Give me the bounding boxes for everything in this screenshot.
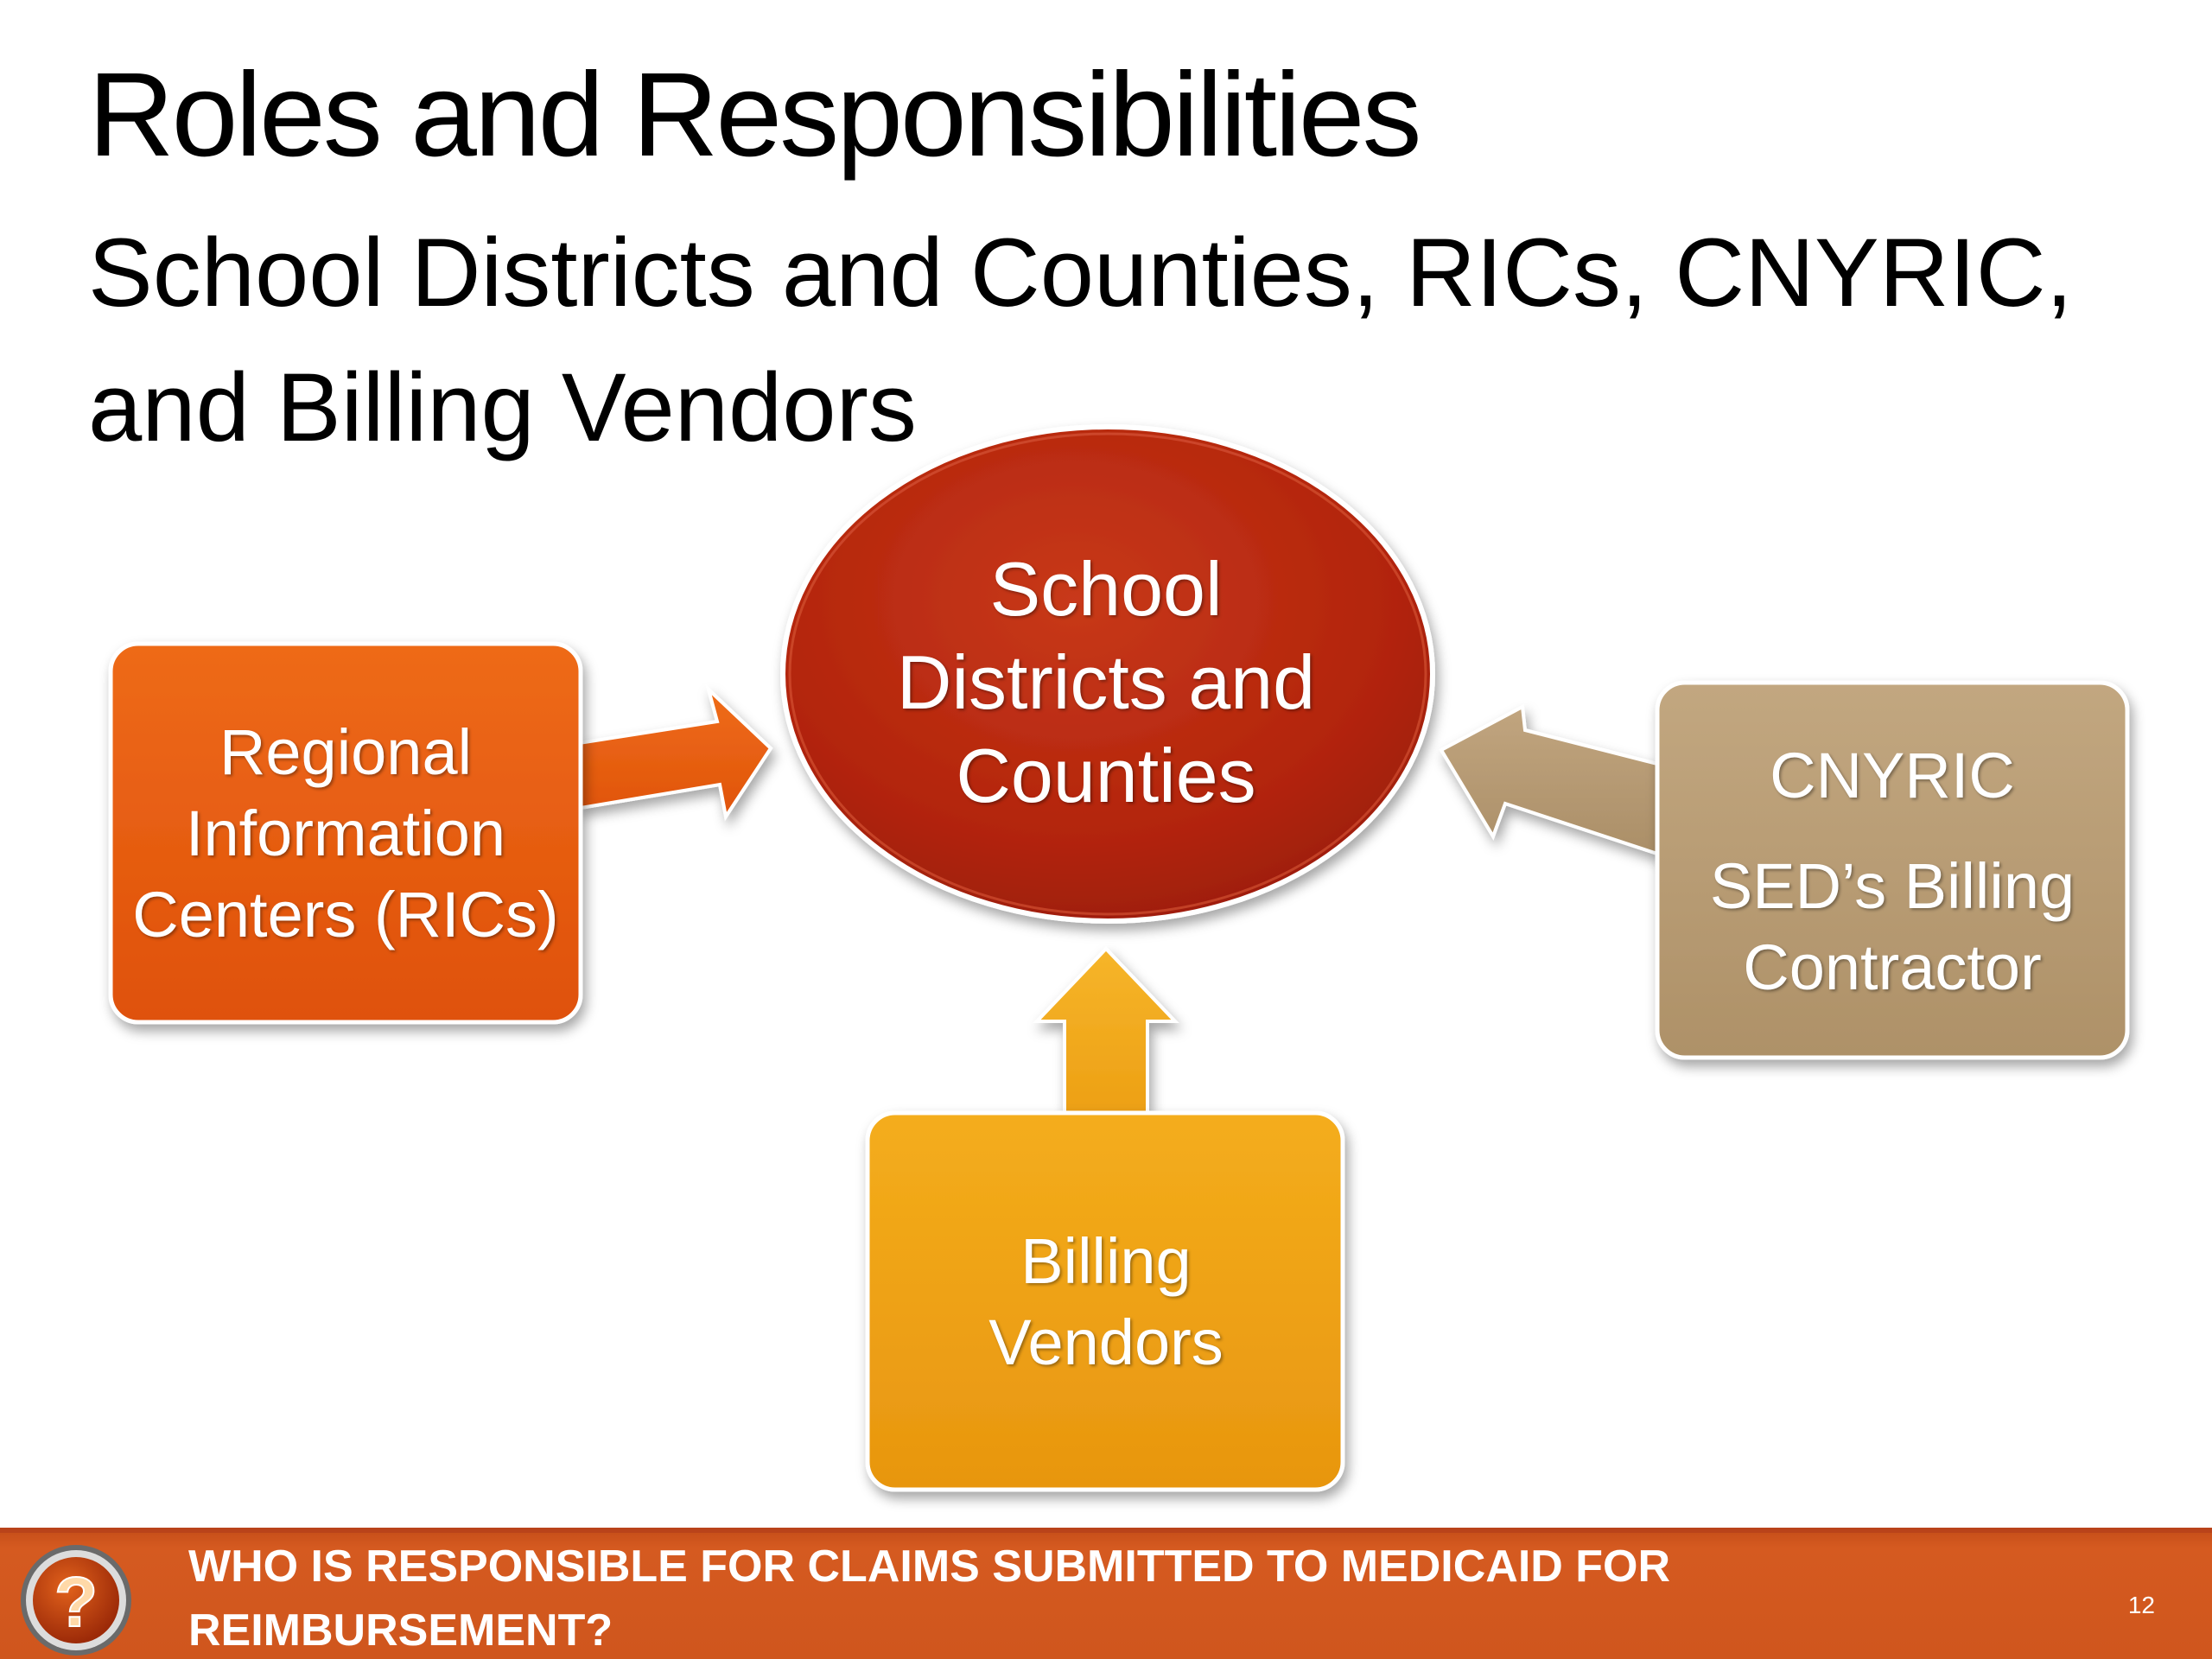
svg-text:?: ?: [54, 1563, 99, 1642]
label-line: School: [989, 546, 1223, 632]
slide-title: Roles and Responsibilities: [88, 48, 1420, 181]
ric-label: [112, 646, 579, 1021]
question-mark-icon[interactable]: [16, 1540, 137, 1659]
label-line: Information: [185, 798, 506, 869]
label-line: SED’s Billing: [1709, 850, 2075, 922]
subtitle-line: School Districts and Counties, RICs, CNYRIC,: [88, 219, 2073, 327]
label-line: Regional: [219, 716, 473, 788]
label-line: Vendors: [988, 1306, 1224, 1378]
subtitle-line: and Billing Vendors: [88, 353, 917, 461]
billing-vendors-label: [869, 1115, 1343, 1490]
footer-question: [188, 1535, 1830, 1659]
label-line: Centers (RICs): [132, 879, 559, 950]
label-line: CNYRIC: [1770, 740, 2015, 811]
label-line: Counties: [956, 733, 1256, 818]
page-number: 12: [2127, 1592, 2155, 1618]
label-line: Contractor: [1743, 931, 2042, 1003]
arrow-cnyric-to-center: [1441, 707, 1661, 854]
arrow-vendors-to-center: [1037, 949, 1175, 1113]
label-line: Billing: [1020, 1225, 1192, 1297]
cnyric-label: [1659, 684, 2126, 1059]
school-districts-label: [804, 518, 1408, 847]
label-line: Districts and: [896, 639, 1316, 725]
question-line: REIMBURSEMENT?: [188, 1605, 613, 1656]
arrow-ric-to-center: [579, 690, 771, 817]
question-line: WHO IS RESPONSIBLE FOR CLAIMS SUBMITTED TO MEDICAID FOR: [188, 1541, 1671, 1592]
